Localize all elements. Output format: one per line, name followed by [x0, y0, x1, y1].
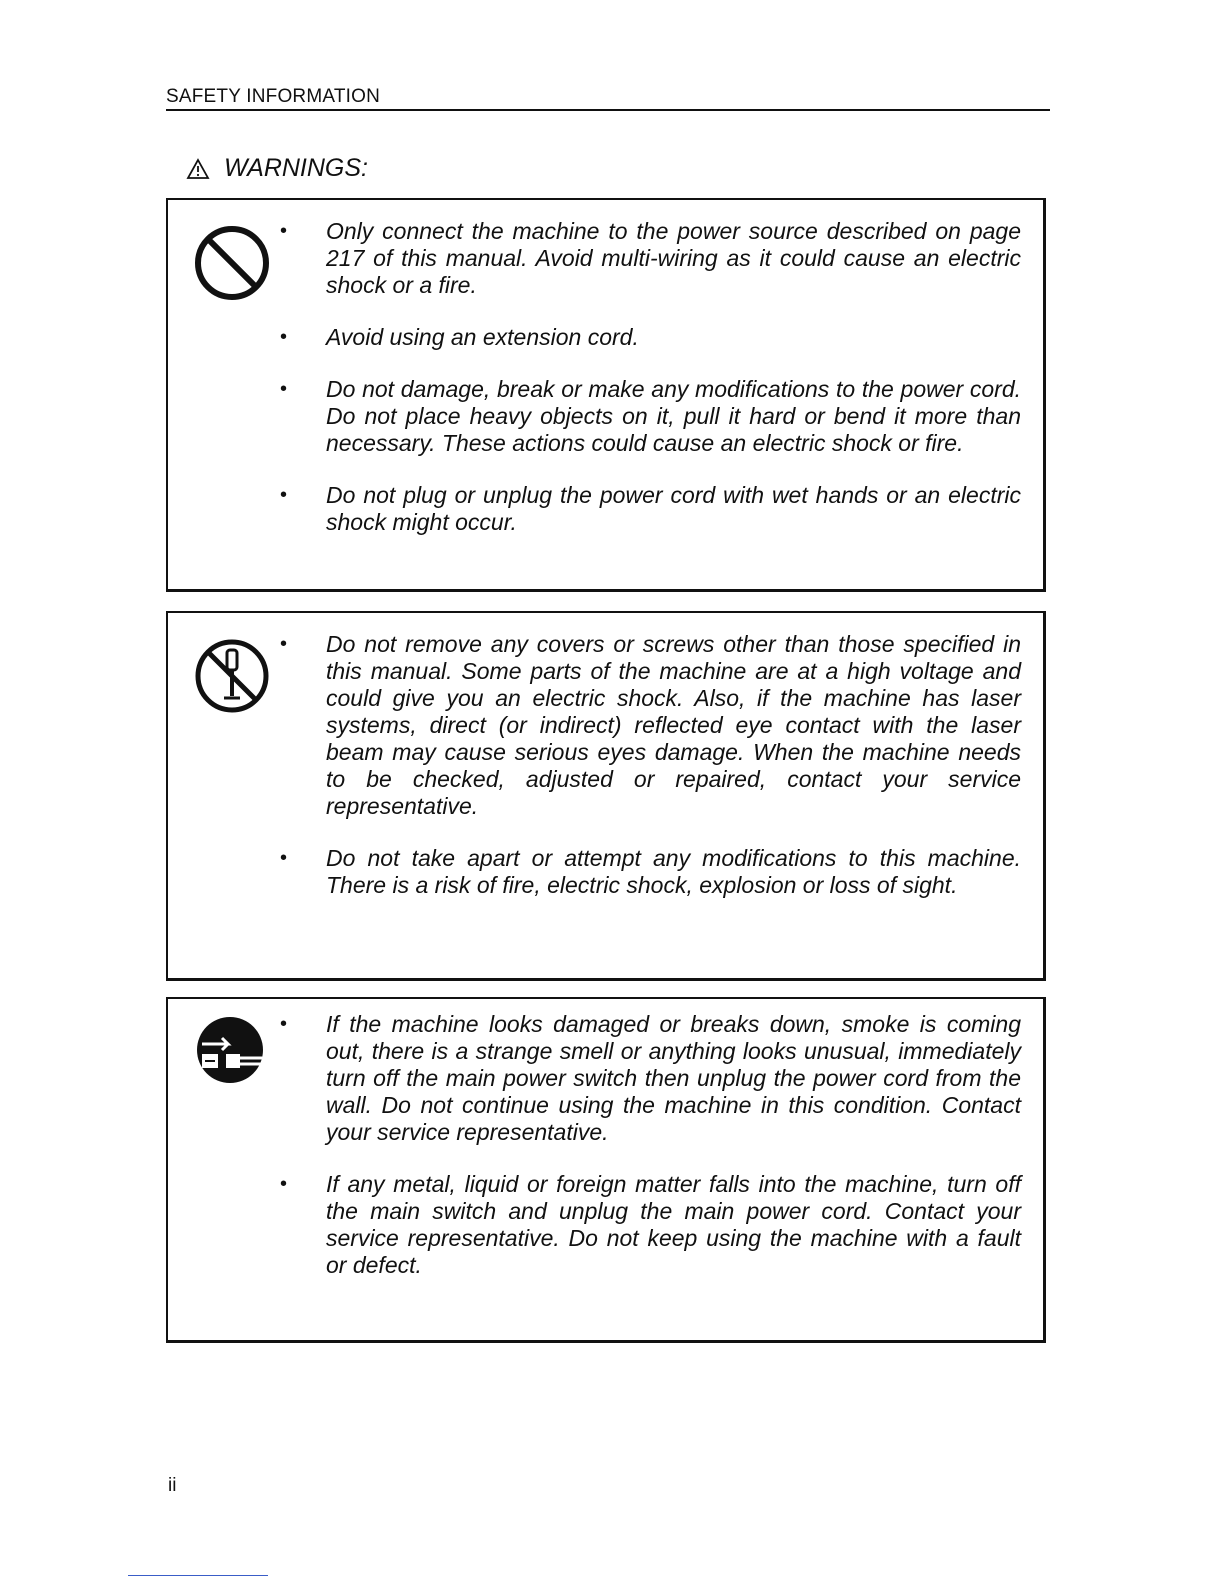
page-header — [166, 83, 1050, 111]
warnings-title: WARNINGS: — [224, 154, 368, 182]
list-item: • If any metal, liquid or foreign matter falls into the machine, turn off the main switch and unplug the main power cord. Contact your service representative. Do not keep using the machine with a fault or defect. — [280, 1171, 1021, 1279]
list-item: • If the machine looks damaged or breaks down, smoke is coming out, there is a strange smell or anything looks unusual, immediately turn off the main power switch then unplug the power cord from the wall. Do not continue using the machine in this condition. Contact your service representative. — [280, 1011, 1021, 1146]
list-item: • Avoid using an extension cord. — [280, 324, 1021, 351]
list-item: • Do not take apart or attempt any modifications to this machine. There is a risk of fire, electric shock, explosion or loss of sight. — [280, 845, 1021, 899]
page-number: ii — [168, 1475, 177, 1496]
list-item: • Do not plug or unplug the power cord with wet hands or an electric shock might occur. — [280, 482, 1021, 536]
header-title: SAFETY INFORMATION — [166, 86, 381, 107]
warning-box-covers — [166, 611, 1046, 981]
list-item: • Only connect the machine to the power source described on page 217 of this manual. Avoid multi-wiring as it could cause an electric shock or a fire. — [280, 218, 1021, 299]
unplug-icon — [192, 1012, 274, 1086]
list-item: • Do not damage, break or make any modifications to the power cord. Do not place heavy objects on it, pull it hard or bend it more than necessary. These actions could cause an electric shock or fire. — [280, 376, 1021, 457]
prohibited-icon — [192, 223, 272, 303]
list-item: • Do not remove any covers or screws other than those specified in this manual. Some parts of the machine are at a high voltage and could give you an electric shock. Also, if the machine has laser systems, direct (or indirect) reflected eye contact with the laser beam may cause serious eyes damage. When the machine needs to be checked, adjusted or repaired, contact your service representative. — [280, 631, 1021, 820]
warning-box-power — [166, 198, 1046, 592]
do-not-disassemble-icon — [192, 636, 272, 716]
warnings-heading — [186, 154, 368, 183]
warning-triangle-icon — [186, 158, 210, 180]
scan-mark — [128, 1575, 268, 1576]
warning-box-unplug — [166, 997, 1046, 1343]
